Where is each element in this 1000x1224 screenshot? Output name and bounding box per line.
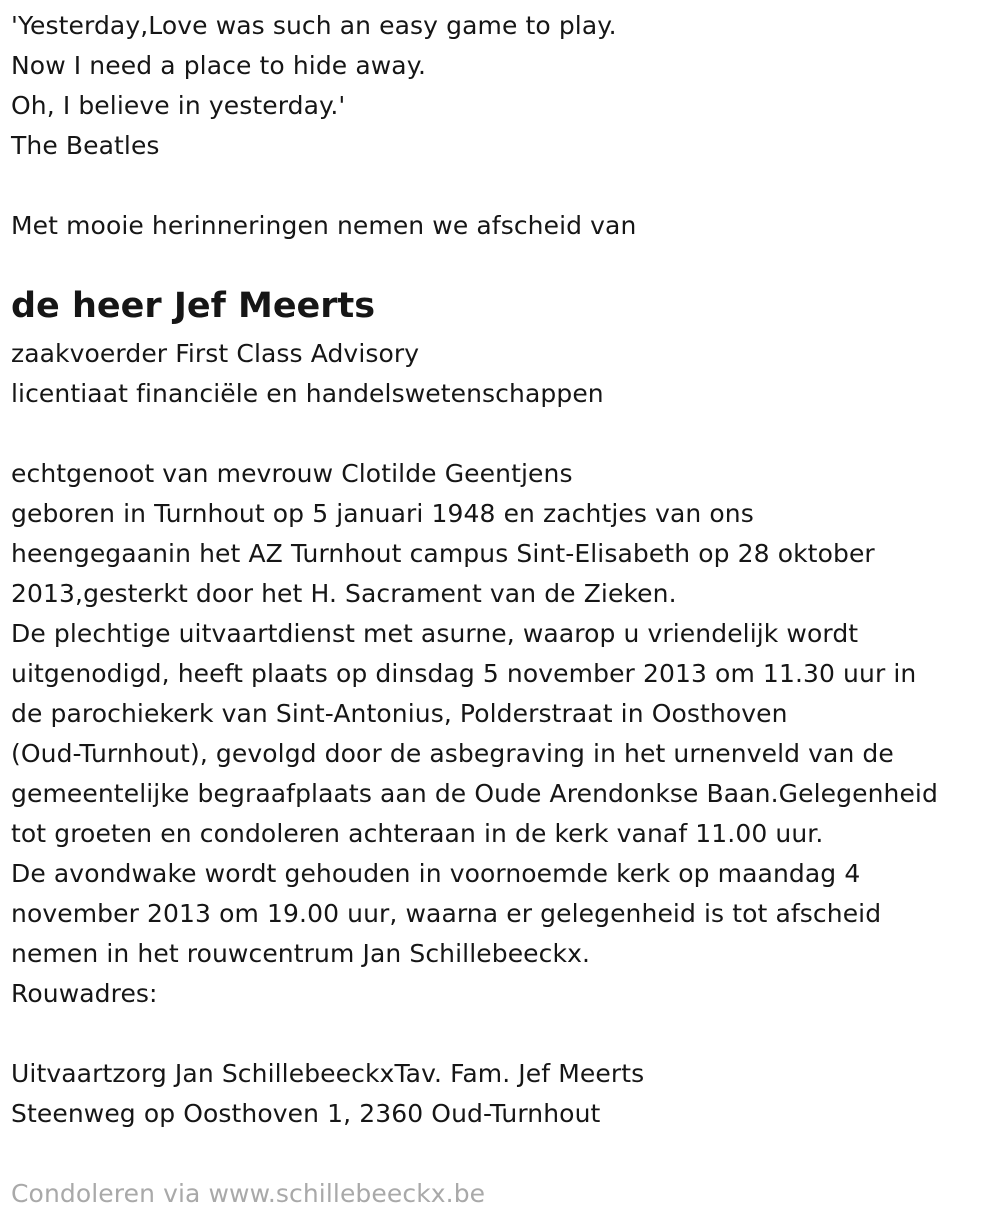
body-line: heengegaanin het AZ Turnhout campus Sint-Elisabeth op 28 oktober [11, 539, 875, 568]
body-line: nemen in het rouwcentrum Jan Schillebeeckx. [11, 939, 591, 968]
body-line: (Oud-Turnhout), gevolgd door de asbegraving in het urnenveld van de [11, 739, 894, 768]
body-line: november 2013 om 19.00 uur, waarna er gelegenheid is tot afscheid [11, 899, 882, 928]
quote-author: The Beatles [11, 131, 160, 160]
quote-line: Oh, I believe in yesterday.' [11, 91, 346, 120]
body-line: De plechtige uitvaartdienst met asurne, waarop u vriendelijk wordt [11, 619, 859, 648]
address-line: Steenweg op Oosthoven 1, 2360 Oud-Turnhout [11, 1099, 601, 1128]
body-line: de parochiekerk van Sint-Antonius, Polderstraat in Oosthoven [11, 699, 788, 728]
quote-line: Now I need a place to hide away. [11, 51, 427, 80]
body-line: echtgenoot van mevrouw Clotilde Geentjens [11, 459, 573, 488]
mourning-address-label: Rouwadres: [11, 979, 158, 1008]
deceased-title: licentiaat financiële en handelswetenschappen [11, 379, 604, 408]
body-line: 2013,gesterkt door het H. Sacrament van de Zieken. [11, 579, 677, 608]
body-line: geboren in Turnhout op 5 januari 1948 en zachtjes van ons [11, 499, 754, 528]
condolence-link[interactable]: Condoleren via www.schillebeeckx.be [11, 1179, 486, 1208]
body-line: gemeentelijke begraafplaats aan de Oude Arendonkse Baan.Gelegenheid [11, 779, 938, 808]
deceased-name: de heer Jef Meerts [11, 286, 376, 326]
intro-text: Met mooie herinneringen nemen we afscheid van [11, 211, 637, 240]
address-line: Uitvaartzorg Jan SchillebeeckxTav. Fam. Jef Meerts [11, 1059, 645, 1088]
body-line: De avondwake wordt gehouden in voornoemde kerk op maandag 4 [11, 859, 861, 888]
deceased-title: zaakvoerder First Class Advisory [11, 339, 420, 368]
body-line: tot groeten en condoleren achteraan in de kerk vanaf 11.00 uur. [11, 819, 824, 848]
quote-line: 'Yesterday,Love was such an easy game to play. [11, 11, 617, 40]
body-line: uitgenodigd, heeft plaats op dinsdag 5 november 2013 om 11.30 uur in [11, 659, 917, 688]
